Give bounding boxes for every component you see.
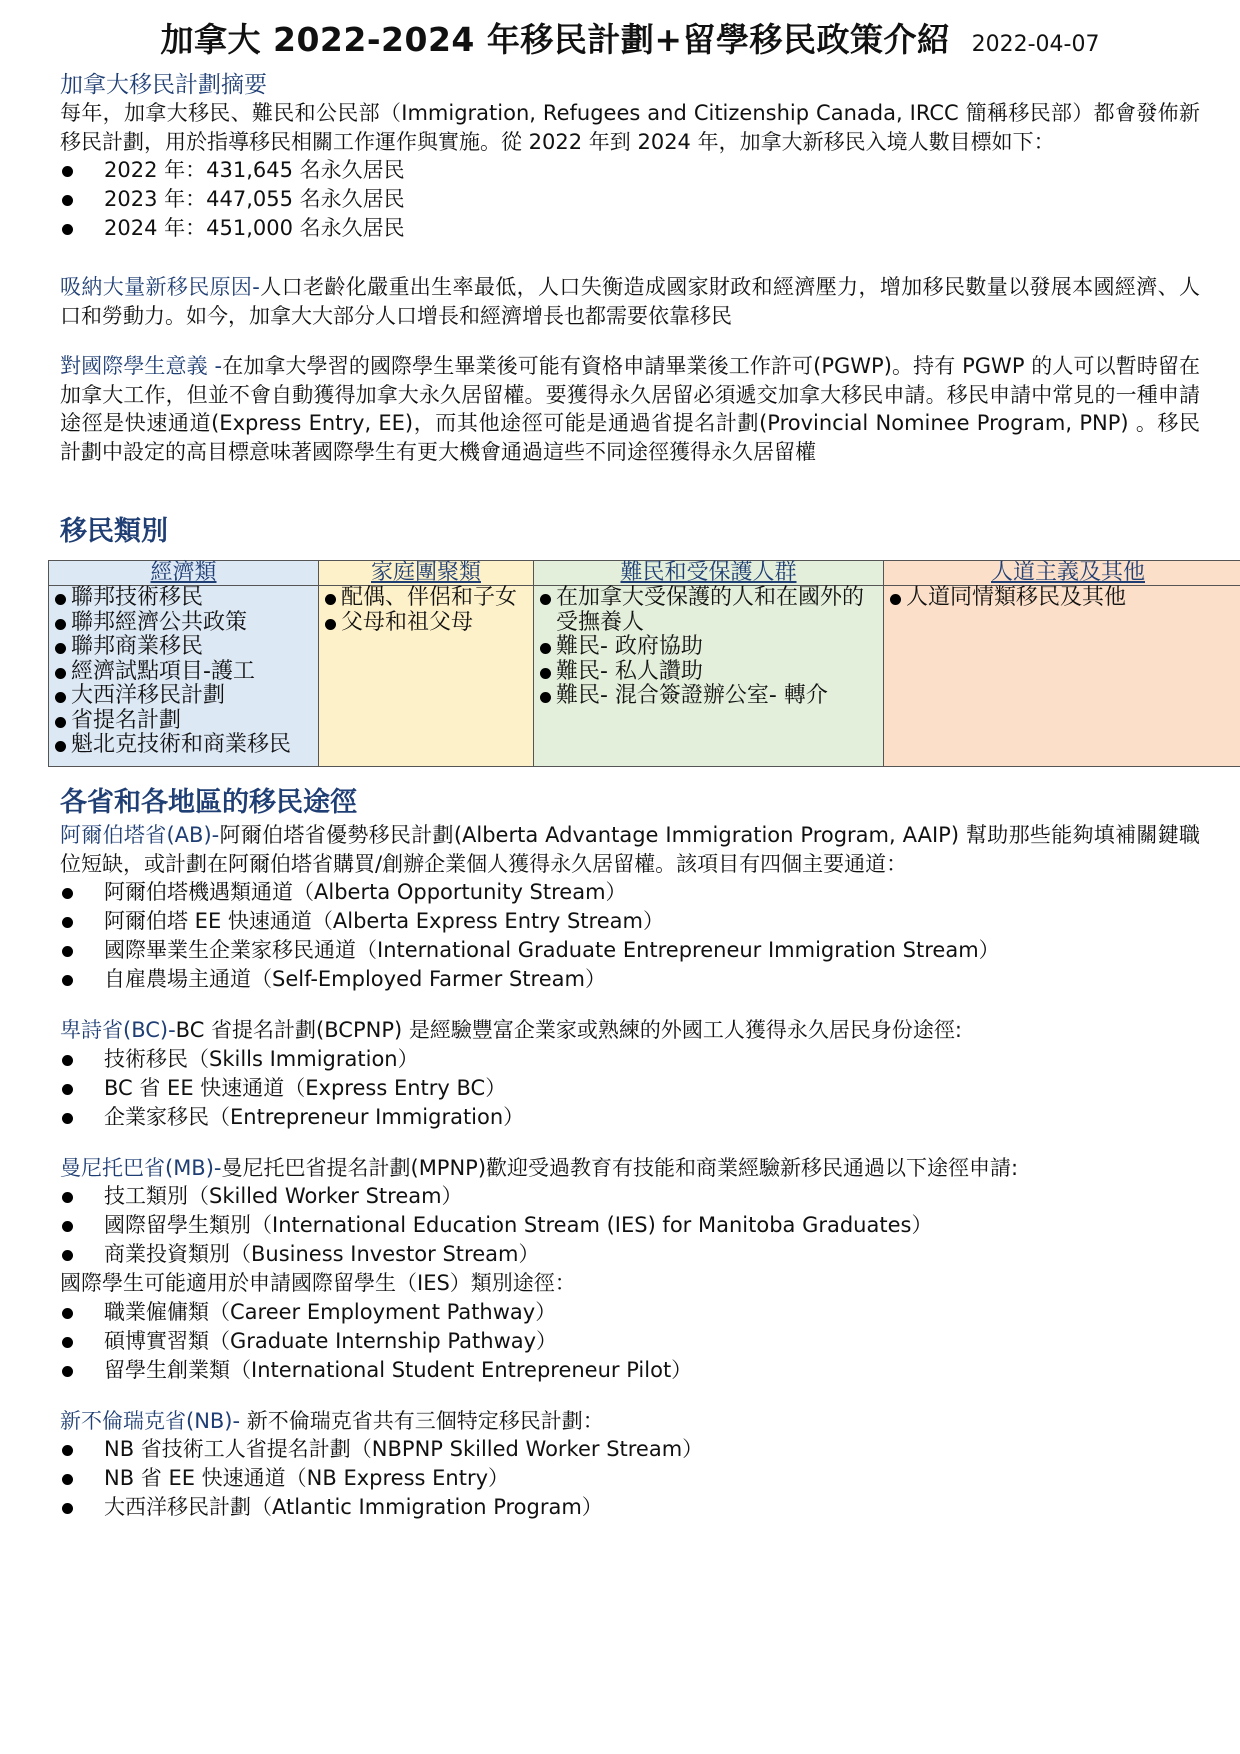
page-date: 2022-04-07 [971, 32, 1100, 57]
bc-text: BC 省提名計劃(BCPNP) 是經驗豐富企業家或熟練的外國工人獲得永久居民身份途徑: [175, 1018, 962, 1042]
summary-heading: 加拿大移民計劃摘要 [60, 72, 267, 98]
list-item: 阿爾伯塔 EE 快速通道（Alberta Express Entry Stream） [60, 907, 1200, 936]
list-item: 在加拿大受保護的人和在國外的受撫養人 [538, 586, 879, 635]
list-item: 人道同情類移民及其他 [888, 586, 1240, 611]
reason-paragraph [60, 273, 1200, 330]
students-paragraph [60, 352, 1200, 466]
bc-paragraph [60, 1016, 1200, 1045]
mb-paragraph [60, 1154, 1200, 1183]
nb-paragraph [60, 1407, 1200, 1436]
students-text: 在加拿大學習的國際學生畢業後可能有資格申請畢業後工作許可(PGWP)。持有 PGWP 的人可以暫時留在加拿大工作，但並不會自動獲得加拿大永久居留權。要獲得永久居留必須遞交加拿大移民申請。移民申請中常見的一種申請途徑是快速通道(Express Entry, EE)，而其他途徑可能是通過省提名計劃(Provincial Nominee Program, PNP) 。移民計劃中設定的高目標意味著國際學生有更大機會通過這些不同途徑獲得永久居留權 [60, 354, 1200, 464]
list-item: 魁北克技術和商業移民 [53, 733, 314, 758]
category-header-economic: 經濟類 [49, 561, 319, 586]
summary-text: 每年，加拿大移民、難民和公民部（Immigration, Refugees and Citizenship Canada, IRCC 簡稱移民部）都會發佈新移民計劃，用於指導移民相關工作運作與實施。從 2022 年到 2024 年，加拿大新移民入境人數目標如下： [60, 101, 1200, 154]
category-header-family: 家庭團聚類 [319, 561, 534, 586]
list-item: 留學生創業類（International Student Entrepreneur Pilot） [60, 1356, 1200, 1385]
list-item: 省提名計劃 [53, 709, 314, 734]
list-item: 碩博實習類（Graduate Internship Pathway） [60, 1327, 1200, 1356]
mb-ies-text: 國際學生可能適用於申請國際留學生（IES）類別途徑： [60, 1271, 576, 1295]
list-item: 職業僱傭類（Career Employment Pathway） [60, 1298, 1200, 1327]
list-item: 國際畢業生企業家移民通道（International Graduate Entrepreneur Immigration Stream） [60, 936, 1200, 965]
list-item: 技術移民（Skills Immigration） [60, 1045, 1200, 1074]
list-item: 2024 年：451,000 名永久居民 [60, 214, 1200, 243]
category-header-refugee: 難民和受保護人群 [534, 561, 884, 586]
list-item: 2022 年：431,645 名永久居民 [60, 156, 1200, 185]
list-item: 聯邦技術移民 [53, 586, 314, 611]
mb-list [60, 1182, 1200, 1269]
category-cell-family [319, 586, 534, 767]
category-header-humanitarian: 人道主義及其他 [884, 561, 1240, 586]
list-item: 聯邦經濟公共政策 [53, 611, 314, 636]
list-item: NB 省技術工人省提名計劃（NBPNP Skilled Worker Stream） [60, 1435, 1200, 1464]
list-item: 國際留學生類別（International Education Stream (IES) for Manitoba Graduates） [60, 1211, 1200, 1240]
list-item: 難民- 混合簽證辦公室- 轉介 [538, 684, 879, 709]
list-item: 聯邦商業移民 [53, 635, 314, 660]
list-item: 難民- 政府協助 [538, 635, 879, 660]
list-item: 大西洋移民計劃 [53, 684, 314, 709]
students-lead: 對國際學生意義 - [60, 354, 223, 378]
mb-text: 曼尼托巴省提名計劃(MPNP)歡迎受過教育有技能和商業經驗新移民通過以下途徑申請: [221, 1155, 1019, 1180]
list-item: 2023 年：447,055 名永久居民 [60, 185, 1200, 214]
list-item: 大西洋移民計劃（Atlantic Immigration Program） [60, 1493, 1200, 1522]
list-item: BC 省 EE 快速通道（Express Entry BC） [60, 1074, 1200, 1103]
list-item: 技工類別（Skilled Worker Stream） [60, 1182, 1200, 1211]
list-item: 難民- 私人讚助 [538, 660, 879, 685]
ab-lead: 阿爾伯塔省(AB)- [60, 823, 220, 847]
provinces-heading: 各省和各地區的移民途徑 [60, 787, 357, 818]
ab-list [60, 878, 1200, 994]
page-title: 加拿大 2022-2024 年移民計劃+留學移民政策介紹 [160, 20, 951, 59]
ab-paragraph [60, 821, 1200, 878]
category-cell-economic [49, 586, 319, 767]
category-cell-refugee [534, 586, 884, 767]
ab-text: 阿爾伯塔省優勢移民計劃(Alberta Advantage Immigration Program, AAIP) 幫助那些能夠填補關鍵職位短缺，或計劃在阿爾伯塔省購買/創辦企業個人獲得永久居留權。該項目有四個主要通道： [60, 823, 1200, 876]
categories-table [48, 560, 1240, 767]
mb-ies-list [60, 1298, 1200, 1385]
list-item: 父母和祖父母 [323, 611, 529, 636]
list-item: 企業家移民（Entrepreneur Immigration） [60, 1103, 1200, 1132]
bc-list [60, 1045, 1200, 1132]
categories-heading: 移民類別 [60, 516, 168, 547]
title-row [60, 14, 1200, 61]
category-cell-humanitarian [884, 586, 1240, 767]
document-page [60, 14, 1200, 1522]
list-item: 阿爾伯塔機遇類通道（Alberta Opportunity Stream） [60, 878, 1200, 907]
nb-text: 新不倫瑞克省共有三個特定移民計劃： [240, 1408, 604, 1433]
nb-list [60, 1435, 1200, 1522]
list-item: 自雇農場主通道（Self-Employed Farmer Stream） [60, 965, 1200, 994]
list-item: NB 省 EE 快速通道（NB Express Entry） [60, 1464, 1200, 1493]
list-item: 商業投資類別（Business Investor Stream） [60, 1240, 1200, 1269]
mb-lead: 曼尼托巴省(MB)- [60, 1155, 222, 1180]
nb-lead: 新不倫瑞克省(NB)- [60, 1408, 241, 1433]
list-item: 經濟試點項目-護工 [53, 660, 314, 685]
reason-text: 人口老齡化嚴重出生率最低，人口失衡造成國家財政和經濟壓力，增加移民數量以發展本國經濟、人口和勞動力。如今，加拿大大部分人口增長和經濟增長也都需要依靠移民 [60, 275, 1200, 328]
bc-lead: 卑詩省(BC)- [60, 1018, 176, 1042]
reason-lead: 吸納大量新移民原因- [60, 275, 260, 299]
list-item: 配偶、伴侶和子女 [323, 586, 529, 611]
target-list [60, 156, 1200, 243]
